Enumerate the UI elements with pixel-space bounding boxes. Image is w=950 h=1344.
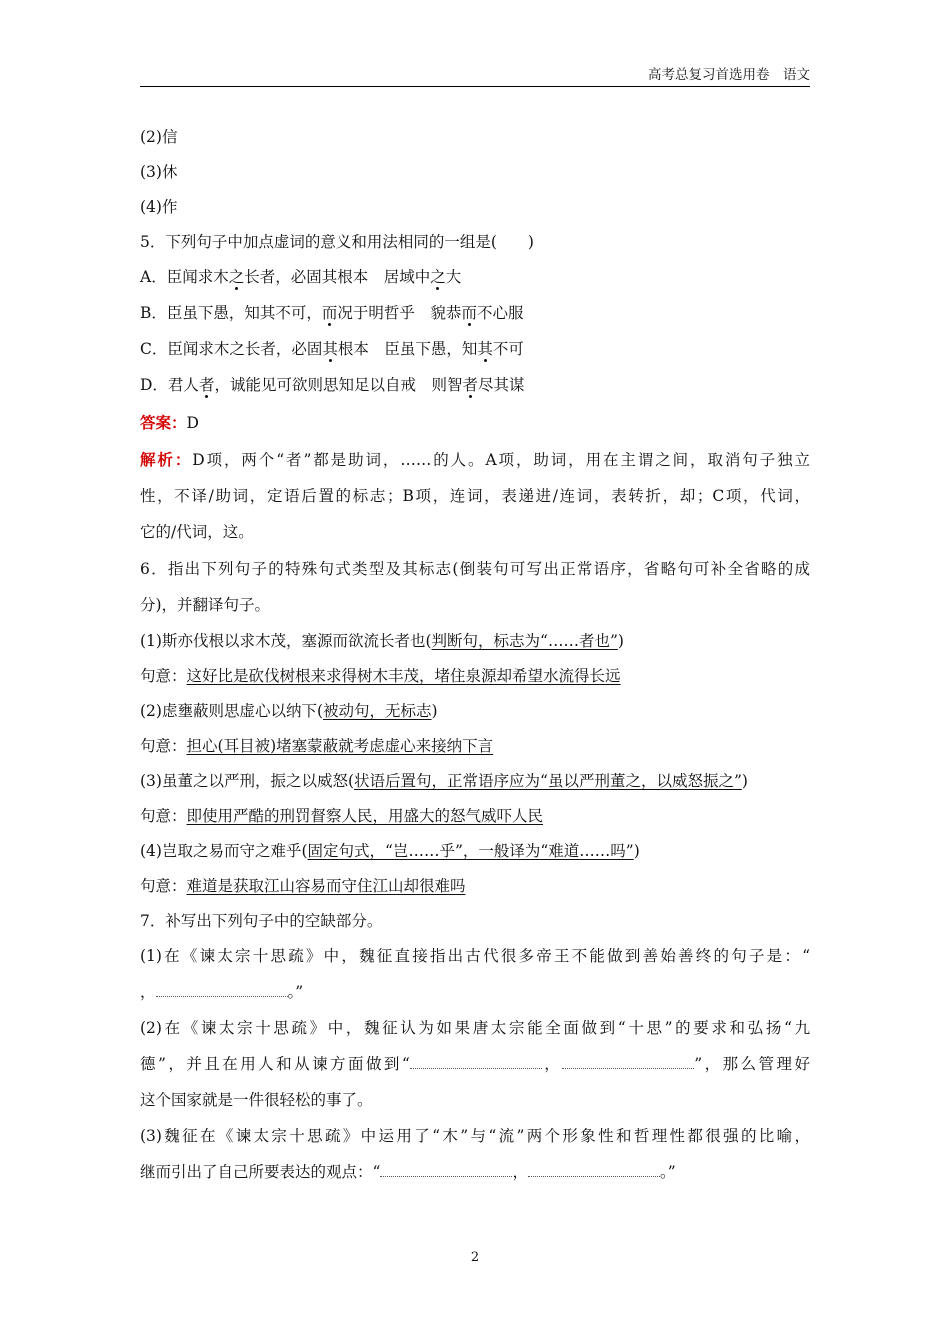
meaning-label: 句意： — [140, 807, 187, 825]
sentence-note: 状语后置句，正常语序应为“虽以严刑董之，以威怒振之” — [354, 772, 742, 790]
dotted-word: 者 — [198, 376, 215, 394]
q6-sentence-3 — [140, 770, 810, 792]
header-title: 高考总复习首选用卷 语文 — [648, 67, 810, 83]
meaning-text: 难道是获取江山容易而守住江山却很难吗 — [186, 877, 466, 895]
sentence-end: ) — [617, 632, 624, 650]
analysis-line-3: 它的/代词，这。 — [140, 523, 254, 541]
q7-part-1-line-2 — [140, 981, 810, 1003]
sentence-end: ) — [741, 772, 748, 790]
dotted-word: 而 — [321, 304, 338, 322]
option-text: 不可 — [492, 340, 524, 358]
page-header — [140, 66, 810, 87]
sentence-end: ) — [633, 842, 640, 860]
q7-part-3-line-2 — [140, 1161, 810, 1183]
dotted-word: 之 — [430, 268, 446, 286]
meaning-text: 即使用严酷的刑罚督察人民，用盛大的怒气威吓人民 — [186, 807, 544, 825]
fill-blank[interactable] — [156, 984, 288, 997]
q6-sentence-2 — [140, 700, 810, 722]
dotted-word: 其 — [322, 340, 338, 358]
meaning-label: 句意： — [140, 877, 187, 895]
q6-meaning-2 — [140, 735, 810, 757]
option-text: 长者，必固其根本 居域中 — [244, 268, 431, 286]
q7-part-2-line-3: 这个国家就是一件很轻松的事了。 — [140, 1091, 373, 1109]
punct: ， — [140, 983, 156, 1001]
text: 继而引出了自己所要表达的观点：“ — [140, 1163, 381, 1181]
dotted-word: 者 — [462, 376, 478, 394]
sentence-note: 固定句式，“岂……乎”，一般译为“难道……吗” — [307, 842, 634, 860]
sentence-note: 被动句，无标志 — [323, 702, 432, 720]
sentence-end: ) — [431, 702, 438, 720]
option-text: B．臣虽下愚，知其不可， — [140, 304, 322, 322]
q6-stem-2: 分)，并翻译句子。 — [140, 596, 271, 614]
option-text: 根本 臣虽下愚，知 — [337, 340, 478, 358]
sentence-text: (3)虽董之以严刑，振之以威怒( — [140, 772, 355, 790]
analysis-line-2: 性，不译/助词，定语后置的标志；B项，连词，表递进/连词，表转折，却；C项，代词， — [140, 487, 810, 505]
option-text: ，诚能见可欲则思知足以自戒 则智 — [214, 376, 463, 394]
text: 德”，并且在用人和从谏方面做到“ — [140, 1055, 410, 1073]
q5-option-b — [140, 302, 810, 324]
q5-option-d — [140, 374, 810, 396]
dotted-word: 之 — [228, 268, 245, 286]
dotted-word: 而 — [461, 304, 477, 322]
sentence-note: 判断句，标志为“……者也” — [431, 632, 618, 650]
fill-blank[interactable] — [380, 1164, 512, 1177]
q6-sentence-1 — [140, 630, 810, 652]
sentence-text: (1)斯亦伐根以求木茂，塞源而欲流长者也( — [140, 632, 432, 650]
q6-meaning-3 — [140, 805, 810, 827]
item-4: (4)作 — [140, 198, 178, 216]
fill-blank[interactable] — [528, 1164, 660, 1177]
punct: 。” — [287, 983, 304, 1001]
item-2: (2)信 — [140, 128, 178, 146]
option-text: 大 — [445, 268, 462, 286]
item-3: (3)休 — [140, 163, 178, 181]
q7-part-2-line-1: (2)在《谏太宗十思疏》中，魏征认为如果唐太宗能全面做到“十思”的要求和弘扬“九 — [140, 1019, 810, 1037]
punct: 。” — [659, 1163, 676, 1181]
fill-blank[interactable] — [410, 1056, 542, 1069]
punct: ， — [512, 1163, 528, 1181]
option-text: 不心服 — [476, 304, 524, 322]
sentence-text: (4)岂取之易而守之难乎( — [140, 842, 308, 860]
sentence-text: (2)虑壅蔽则思虚心以纳下( — [140, 702, 324, 720]
answer — [140, 412, 810, 434]
q6-sentence-4 — [140, 840, 810, 862]
q5-option-a — [140, 266, 810, 288]
option-text: A．臣闻求木 — [140, 268, 229, 286]
answer-value: D — [186, 414, 199, 432]
punct: ， — [541, 1055, 563, 1073]
q6-meaning-4 — [140, 875, 810, 897]
q6-meaning-1 — [140, 665, 810, 687]
q5-stem: 5．下列句子中加点虚词的意义和用法相同的一组是( ) — [140, 233, 534, 251]
option-text: D．君人 — [140, 376, 199, 394]
meaning-text: 这好比是砍伐树根来求得树木丰茂，堵住泉源却希望水流得长远 — [186, 667, 621, 685]
q7-part-3-line-1: (3)魏征在《谏太宗十思疏》中运用了“木”与“流”两个形象性和哲理性都很强的比喻， — [140, 1127, 810, 1145]
q7-stem: 7．补写出下列句子中的空缺部分。 — [140, 912, 383, 930]
text: ”，那么管理好 — [694, 1055, 810, 1073]
fill-blank[interactable] — [562, 1056, 694, 1069]
dotted-word: 其 — [477, 340, 493, 358]
analysis-label: 解析： — [140, 450, 193, 469]
q5-option-c — [140, 338, 810, 360]
meaning-text: 担心(耳目被)堵塞蒙蔽就考虑虚心来接纳下言 — [186, 737, 494, 755]
page-number: 2 — [470, 1250, 480, 1265]
option-text: 况于明哲乎 貌恭 — [337, 304, 462, 322]
option-text: C．臣闻求木之长者，必固 — [140, 340, 323, 358]
option-text: 尽其谋 — [477, 376, 525, 394]
analysis-text: D项，两个“者”都是助词，……的人。A项，助词，用在主谓之间，取消句子独立 — [192, 451, 810, 469]
meaning-label: 句意： — [140, 737, 187, 755]
q7-part-1-line-1: (1)在《谏太宗十思疏》中，魏征直接指出古代很多帝王不能做到善始善终的句子是：“ — [140, 947, 810, 965]
q6-stem-1: 6．指出下列句子的特殊句式类型及其标志(倒装句可写出正常语序，省略句可补全省略的成 — [140, 560, 810, 578]
q7-part-2-line-2 — [140, 1053, 810, 1075]
analysis-line-1 — [140, 449, 810, 471]
answer-label: 答案： — [140, 413, 187, 432]
meaning-label: 句意： — [140, 667, 187, 685]
